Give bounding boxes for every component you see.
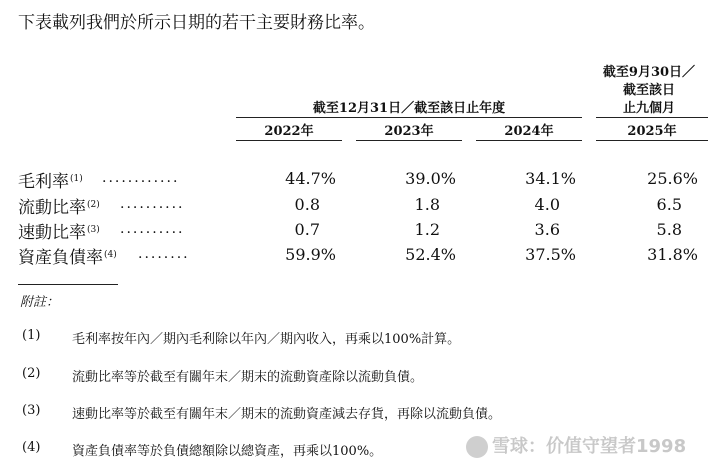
footnote-number: (2) (22, 366, 41, 381)
row-leader-dots: .......... (120, 196, 185, 212)
footnote-text: 流動比率等於截至有關年末／期末的流動資產除以流動負債。 (72, 370, 424, 385)
annual-group-header: 截至12月31日／截至該日止年度 (312, 101, 506, 116)
year-rule-2023 (356, 140, 462, 141)
row-leader-dots: ............ (102, 170, 180, 186)
year-rule-2025 (596, 140, 708, 141)
row-label-gross-margin: 毛利率$^{(1)}$ (18, 172, 83, 192)
row-leader-dots: .......... (120, 221, 185, 237)
group-header-rule (236, 117, 582, 118)
table-cell: 59.9% (285, 245, 336, 264)
interim-header-line2: 截至該日 (622, 83, 675, 98)
row-label-quick-ratio: 速動比率$^{(3)}$ (18, 223, 100, 243)
table-cell: 1.2 (414, 220, 440, 239)
year-header-2025: 2025年 (627, 124, 677, 139)
interim-header-line3: 止九個月 (622, 101, 675, 116)
table-cell: 4.0 (534, 195, 560, 214)
watermark: 雪球：价值守望者1998 (466, 432, 686, 458)
table-cell: 6.5 (656, 195, 682, 214)
table-cell: 39.0% (405, 169, 456, 188)
footnote-number: (1) (22, 328, 41, 343)
row-label-debt-ratio: 資產負債率$^{(4)}$ (18, 248, 117, 268)
footnote-text: 速動比率等於截至有關年末／期末的流動資產減去存貨，再除以流動負債。 (72, 407, 502, 422)
row-leader-dots: ........ (138, 246, 190, 262)
year-rule-2024 (476, 140, 582, 141)
table-cell: 0.7 (294, 220, 320, 239)
footnote-text: 資產負債率等於負債總額除以總資產，再乘以100%。 (72, 444, 383, 459)
notes-title: 附註： (20, 295, 60, 310)
year-header-2024: 2024年 (504, 124, 554, 139)
table-cell: 37.5% (525, 245, 576, 264)
intro-text: 下表載列我們於所示日期的若干主要財務比率。 (18, 13, 375, 33)
year-header-2022: 2022年 (264, 124, 314, 139)
table-cell: 3.6 (534, 220, 560, 239)
table-cell: 52.4% (405, 245, 456, 264)
notes-divider (18, 284, 118, 285)
interim-header-rule (596, 117, 708, 118)
table-cell: 25.6% (647, 169, 698, 188)
footnote-text: 毛利率按年內／期內毛利除以年內／期內收入，再乘以100%計算。 (72, 332, 461, 347)
table-cell: 0.8 (294, 195, 320, 214)
row-label-current-ratio: 流動比率$^{(2)}$ (18, 198, 100, 218)
snowball-logo-icon (466, 436, 488, 458)
table-cell: 44.7% (285, 169, 336, 188)
table-cell: 5.8 (656, 220, 682, 239)
year-header-2023: 2023年 (384, 124, 434, 139)
table-cell: 31.8% (647, 245, 698, 264)
year-rule-2022 (236, 140, 342, 141)
table-cell: 34.1% (525, 169, 576, 188)
footnote-number: (4) (22, 440, 41, 455)
footnote-number: (3) (22, 403, 41, 418)
interim-header-line1: 截至9月30日／ (602, 65, 696, 80)
table-cell: 1.8 (414, 195, 440, 214)
